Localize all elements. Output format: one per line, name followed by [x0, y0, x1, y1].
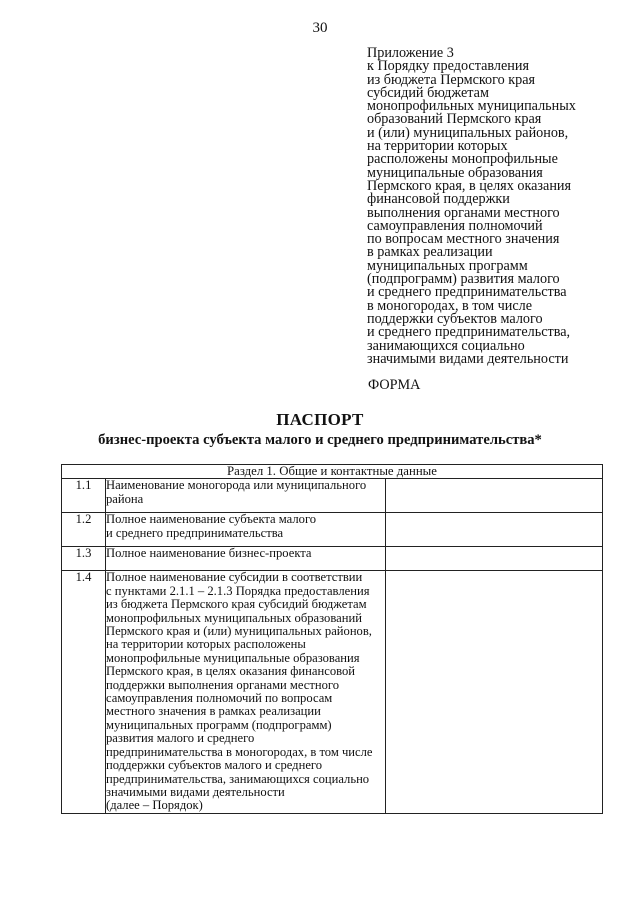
row-label-line: самоуправления полномочий по вопросам — [106, 691, 333, 706]
row-label-line: с пунктами 2.1.1 – 2.1.3 Порядка предоставления — [106, 583, 370, 598]
row-label-line: Пермского края и (или) муниципальных районов, — [106, 624, 372, 639]
row-number: 1.2 — [62, 513, 106, 547]
row-value-cell[interactable] — [386, 479, 603, 513]
row-label-line: монопрофильных муниципальных образований — [106, 610, 362, 625]
appendix-line: образований Пермского края — [367, 111, 542, 128]
appendix-line: Пермского края, в целях оказания — [367, 177, 572, 194]
appendix-header — [367, 47, 629, 366]
row-label-line: муниципальных программ (подпрограмм) — [106, 717, 332, 732]
row-label-line: значимыми видами деятельности — [106, 784, 285, 799]
row-label-line: местного значения в рамках реализации — [106, 704, 321, 719]
appendix-line: из бюджета Пермского края — [367, 71, 536, 88]
row-label-line: Полное наименование субсидии в соответствии — [106, 570, 363, 585]
appendix-line: Приложение 3 — [367, 45, 454, 61]
appendix-line: поддержки субъектов малого — [367, 310, 543, 327]
row-label-line: предпринимательства, занимающихся социально — [106, 771, 370, 786]
row-label-line: поддержки субъектов малого и среднего — [106, 758, 323, 773]
row-label-line: предпринимательства в моногородах, в том числе — [106, 744, 373, 759]
document-subtitle: бизнес-проекта субъекта малого и среднего предпринимательства* — [98, 432, 542, 448]
appendix-line: (подпрограмм) развития малого — [367, 271, 560, 288]
appendix-line: субсидий бюджетам — [367, 84, 489, 101]
document-title: ПАСПОРТ — [276, 410, 364, 429]
table-row — [62, 571, 603, 813]
appendix-line: на территории которых — [367, 138, 508, 155]
appendix-line: и среднего предпринимательства, — [367, 324, 571, 341]
row-label-line: и среднего предпринимательства — [106, 525, 284, 540]
table-row — [62, 547, 603, 571]
row-value-cell[interactable] — [386, 571, 603, 813]
passport-table — [61, 464, 603, 814]
appendix-line: в моногородах, в том числе — [367, 297, 533, 314]
section-header-row — [62, 465, 603, 479]
appendix-line: занимающихся социально — [367, 337, 525, 354]
form-label: ФОРМА — [368, 377, 421, 393]
row-number: 1.3 — [62, 547, 106, 571]
row-label-line: (далее – Порядок) — [106, 798, 203, 813]
row-label-line: Полное наименование субъекта малого — [106, 512, 317, 527]
row-number: 1.1 — [62, 479, 106, 513]
appendix-line: по вопросам местного значения — [367, 231, 560, 248]
appendix-line: значимыми видами деятельности — [367, 350, 569, 367]
row-label-line: развития малого и среднего — [106, 731, 255, 746]
row-value-cell[interactable] — [386, 513, 603, 547]
row-label-line: Полное наименование бизнес-проекта — [106, 546, 312, 561]
row-label-line: поддержки выполнения органами местного — [106, 677, 340, 692]
appendix-line: расположены монопрофильные — [367, 151, 558, 168]
table-row — [62, 479, 603, 513]
table-row — [62, 513, 603, 547]
row-label — [106, 513, 386, 547]
row-label-line: района — [106, 491, 144, 506]
row-label-line: монопрофильные муниципальные образования — [106, 650, 360, 665]
appendix-line: в рамках реализации — [367, 244, 493, 261]
appendix-line: выполнения органами местного — [367, 204, 560, 221]
appendix-line: к Порядку предоставления — [367, 58, 529, 75]
row-label — [106, 479, 386, 513]
appendix-line: и среднего предпринимательства — [367, 284, 567, 301]
appendix-line: муниципальных программ — [367, 257, 528, 274]
row-label — [106, 571, 386, 813]
appendix-line: монопрофильных муниципальных — [367, 98, 576, 115]
row-number: 1.4 — [62, 571, 106, 813]
row-value-cell[interactable] — [386, 547, 603, 571]
row-label — [106, 547, 386, 571]
appendix-line: муниципальные образования — [367, 164, 543, 181]
appendix-line: финансовой поддержки — [367, 191, 510, 208]
row-label-line: Наименование моногорода или муниципального — [106, 478, 367, 493]
row-label-line: Пермского края, в целях оказания финансовой — [106, 664, 356, 679]
appendix-line: и (или) муниципальных районов, — [367, 124, 569, 141]
section-title: Раздел 1. Общие и контактные данные — [62, 465, 603, 479]
row-label-line: на территории которых расположены — [106, 637, 306, 652]
appendix-line: самоуправления полномочий — [367, 217, 543, 234]
row-label-line: из бюджета Пермского края субсидий бюджетам — [106, 597, 367, 612]
page-number: 30 — [312, 20, 328, 36]
